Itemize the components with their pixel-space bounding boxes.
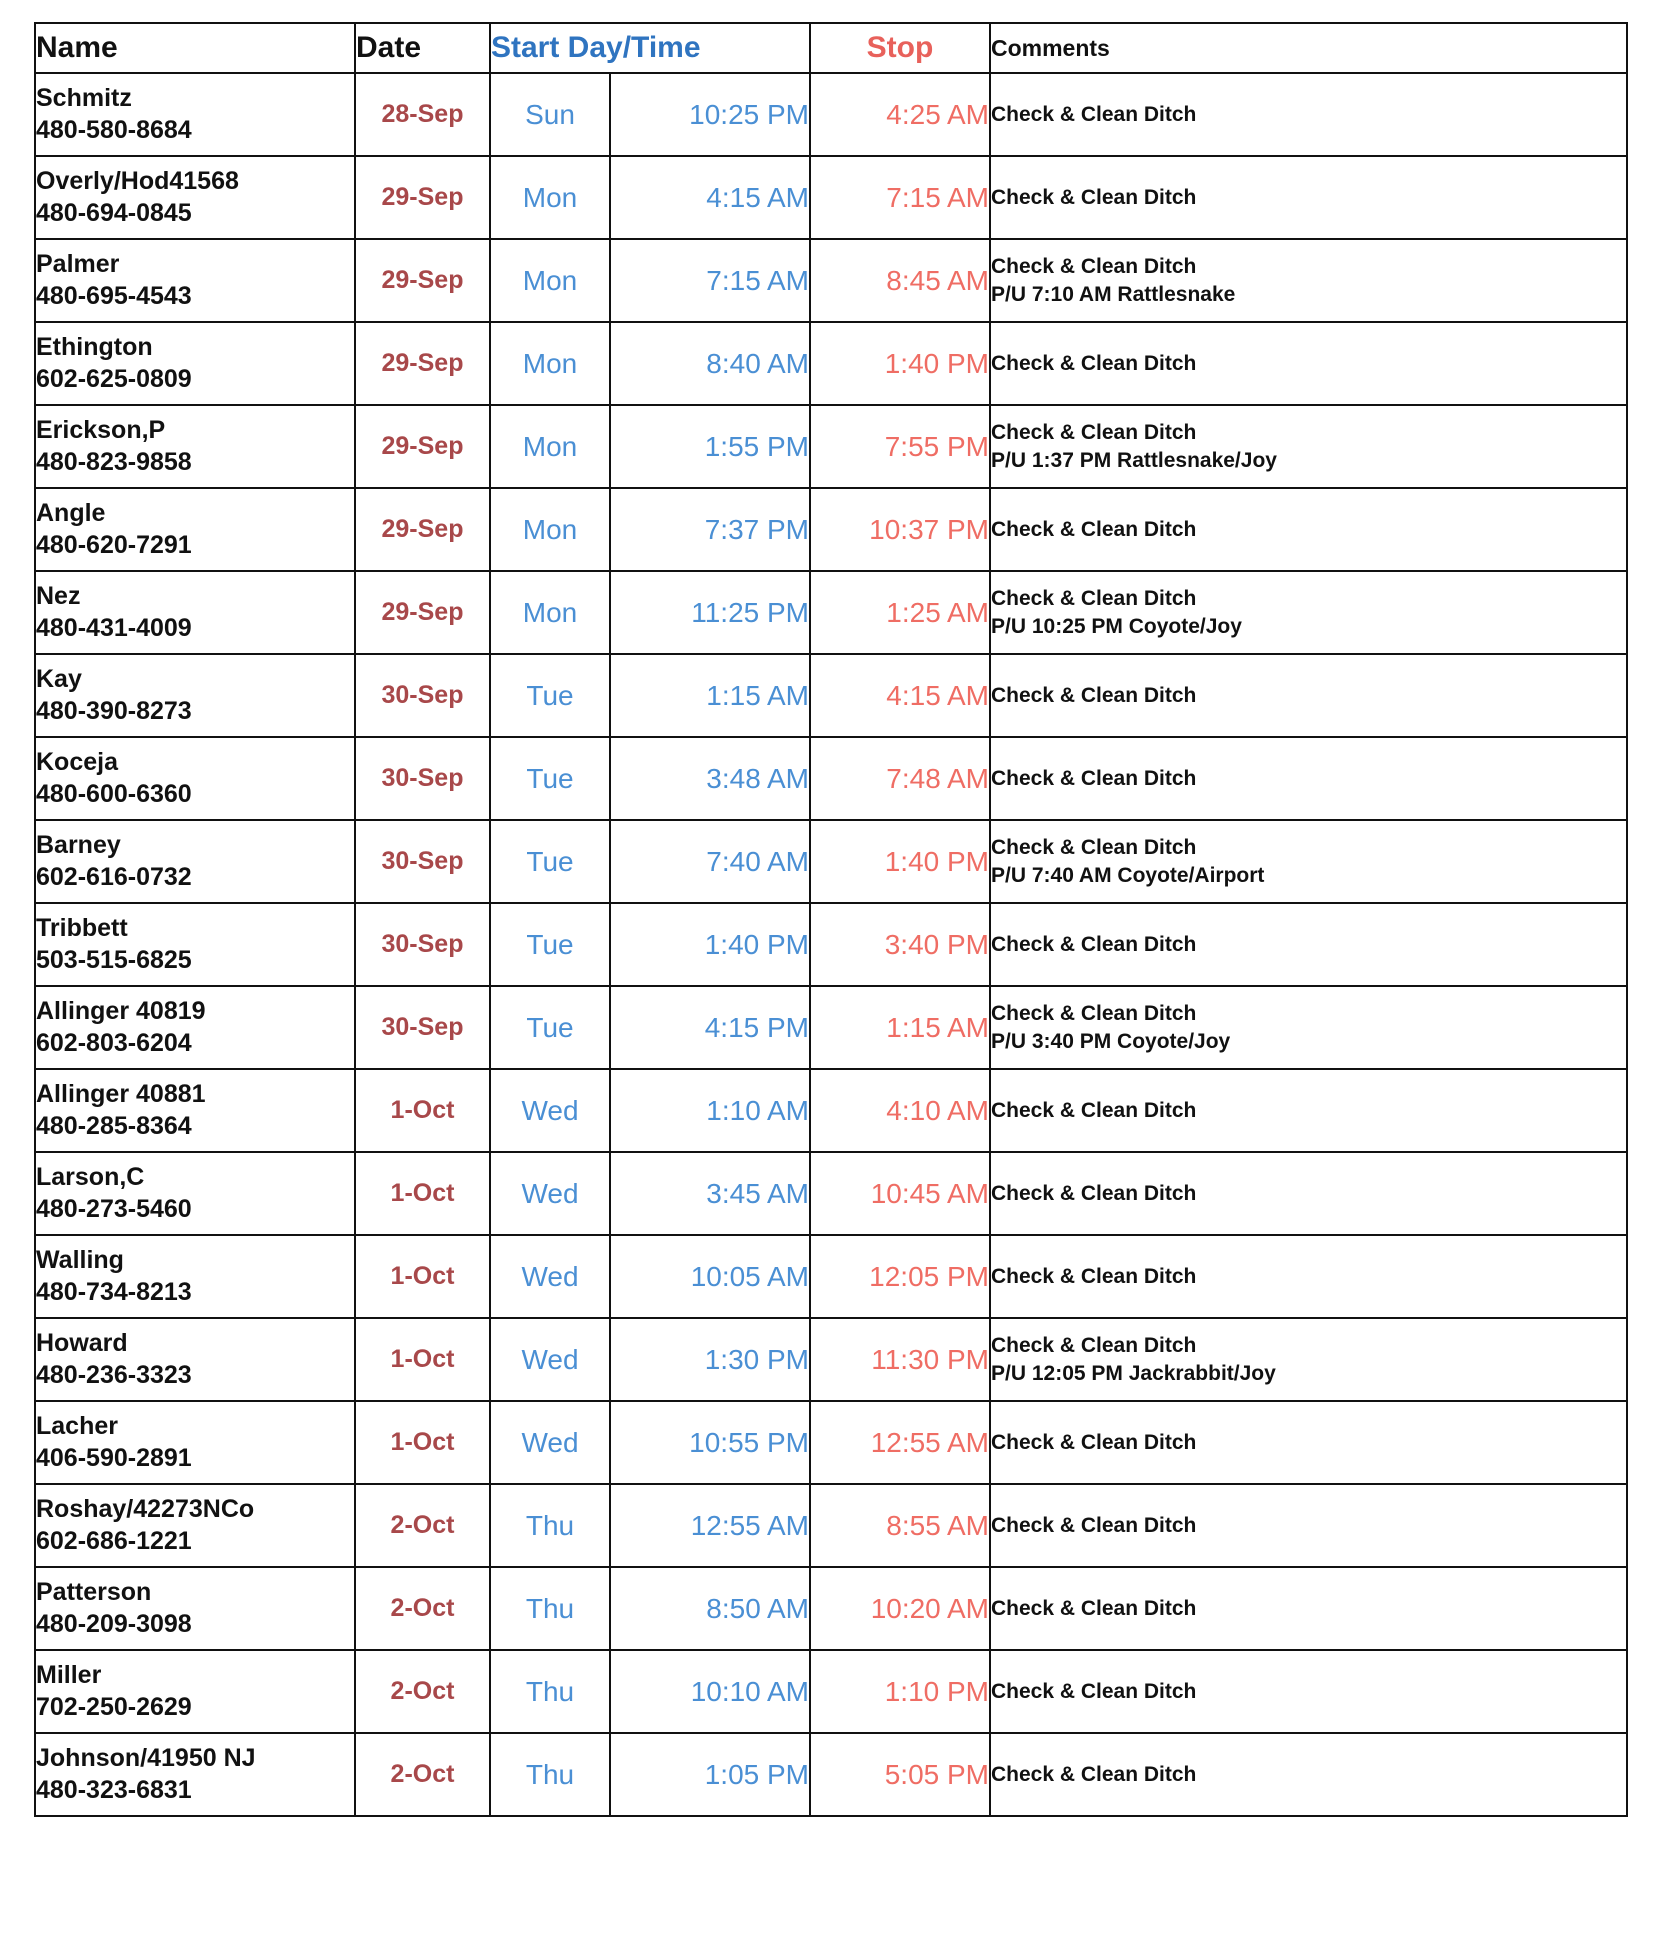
cell-day: Mon bbox=[490, 405, 610, 488]
customer-phone: 480-694-0845 bbox=[36, 198, 192, 227]
cell-date: 29-Sep bbox=[355, 239, 490, 322]
cell-comments bbox=[990, 571, 1627, 654]
comment-primary: Check & Clean Ditch bbox=[991, 836, 1197, 860]
customer-name: Tribbett bbox=[36, 914, 128, 942]
header-row bbox=[35, 23, 1627, 73]
table-row bbox=[35, 488, 1627, 571]
cell-day: Tue bbox=[490, 820, 610, 903]
cell-stop-time: 1:25 AM bbox=[810, 571, 990, 654]
customer-name: Barney bbox=[36, 831, 121, 859]
cell-stop-time: 12:05 PM bbox=[810, 1235, 990, 1318]
cell-comments bbox=[990, 1318, 1627, 1401]
cell-stop-time: 4:15 AM bbox=[810, 654, 990, 737]
customer-phone: 480-695-4543 bbox=[36, 281, 192, 310]
cell-stop-time: 1:40 PM bbox=[810, 322, 990, 405]
customer-phone: 602-616-0732 bbox=[36, 862, 192, 891]
cell-start-time: 8:50 AM bbox=[610, 1567, 810, 1650]
column-header-name: Name bbox=[35, 23, 355, 73]
cell-start-time: 12:55 AM bbox=[610, 1484, 810, 1567]
table-row bbox=[35, 1401, 1627, 1484]
customer-name: Allinger 40819 bbox=[36, 997, 206, 1025]
cell-day: Mon bbox=[490, 322, 610, 405]
cell-comments bbox=[990, 488, 1627, 571]
cell-stop-time: 3:40 PM bbox=[810, 903, 990, 986]
cell-comments bbox=[990, 1235, 1627, 1318]
customer-phone: 480-390-8273 bbox=[36, 696, 192, 725]
cell-start-time: 7:40 AM bbox=[610, 820, 810, 903]
comment-primary: Check & Clean Ditch bbox=[991, 587, 1197, 611]
cell-date: 2-Oct bbox=[355, 1650, 490, 1733]
customer-phone: 480-823-9858 bbox=[36, 447, 192, 476]
comment-primary: Check & Clean Ditch bbox=[991, 1334, 1197, 1358]
cell-comments bbox=[990, 322, 1627, 405]
cell-start-time: 1:30 PM bbox=[610, 1318, 810, 1401]
customer-name: Lacher bbox=[36, 1412, 118, 1440]
cell-day: Tue bbox=[490, 737, 610, 820]
cell-start-time: 1:40 PM bbox=[610, 903, 810, 986]
cell-stop-time: 7:55 PM bbox=[810, 405, 990, 488]
cell-stop-time: 4:10 AM bbox=[810, 1069, 990, 1152]
table-row bbox=[35, 1484, 1627, 1567]
table-body bbox=[35, 73, 1627, 1816]
cell-day: Tue bbox=[490, 903, 610, 986]
cell-date: 29-Sep bbox=[355, 405, 490, 488]
column-header-date: Date bbox=[355, 23, 490, 73]
customer-name: Miller bbox=[36, 1661, 102, 1689]
cell-day: Wed bbox=[490, 1318, 610, 1401]
cell-stop-time: 8:55 AM bbox=[810, 1484, 990, 1567]
cell-name bbox=[35, 1069, 355, 1152]
cell-start-time: 1:15 AM bbox=[610, 654, 810, 737]
cell-date: 1-Oct bbox=[355, 1152, 490, 1235]
customer-phone: 702-250-2629 bbox=[36, 1692, 192, 1721]
cell-date: 30-Sep bbox=[355, 737, 490, 820]
customer-phone: 602-686-1221 bbox=[36, 1526, 192, 1555]
table-row bbox=[35, 156, 1627, 239]
table-header bbox=[35, 23, 1627, 73]
customer-name: Ethington bbox=[36, 333, 153, 361]
comment-primary: Check & Clean Ditch bbox=[991, 421, 1197, 445]
cell-comments bbox=[990, 986, 1627, 1069]
cell-start-time: 10:05 AM bbox=[610, 1235, 810, 1318]
cell-stop-time: 5:05 PM bbox=[810, 1733, 990, 1816]
cell-name bbox=[35, 156, 355, 239]
cell-start-time: 3:48 AM bbox=[610, 737, 810, 820]
cell-day: Mon bbox=[490, 571, 610, 654]
cell-stop-time: 10:45 AM bbox=[810, 1152, 990, 1235]
cell-comments bbox=[990, 405, 1627, 488]
cell-comments bbox=[990, 1069, 1627, 1152]
cell-name bbox=[35, 820, 355, 903]
cell-name bbox=[35, 654, 355, 737]
cell-start-time: 8:40 AM bbox=[610, 322, 810, 405]
cell-name bbox=[35, 1318, 355, 1401]
cell-stop-time: 1:10 PM bbox=[810, 1650, 990, 1733]
cell-name bbox=[35, 1650, 355, 1733]
cell-date: 28-Sep bbox=[355, 73, 490, 156]
comment-primary: Check & Clean Ditch bbox=[991, 185, 1197, 209]
table-row bbox=[35, 1733, 1627, 1816]
comment-primary: Check & Clean Ditch bbox=[991, 683, 1197, 707]
comment-primary: Check & Clean Ditch bbox=[991, 1430, 1197, 1454]
cell-stop-time: 4:25 AM bbox=[810, 73, 990, 156]
cell-name bbox=[35, 1484, 355, 1567]
cell-day: Wed bbox=[490, 1401, 610, 1484]
comment-primary: Check & Clean Ditch bbox=[991, 1264, 1197, 1288]
table-row bbox=[35, 1650, 1627, 1733]
cell-stop-time: 7:15 AM bbox=[810, 156, 990, 239]
customer-name: Allinger 40881 bbox=[36, 1080, 206, 1108]
cell-comments bbox=[990, 1567, 1627, 1650]
cell-comments bbox=[990, 1401, 1627, 1484]
customer-name: Erickson,P bbox=[36, 416, 166, 444]
comment-secondary: P/U 7:40 AM Coyote/Airport bbox=[991, 863, 1265, 887]
comment-primary: Check & Clean Ditch bbox=[991, 1002, 1197, 1026]
cell-start-time: 10:10 AM bbox=[610, 1650, 810, 1733]
comment-secondary: P/U 1:37 PM Rattlesnake/Joy bbox=[991, 448, 1277, 472]
cell-day: Mon bbox=[490, 239, 610, 322]
cell-comments bbox=[990, 737, 1627, 820]
table-row bbox=[35, 737, 1627, 820]
cell-date: 2-Oct bbox=[355, 1733, 490, 1816]
cell-date: 2-Oct bbox=[355, 1567, 490, 1650]
cell-comments bbox=[990, 820, 1627, 903]
customer-name: Palmer bbox=[36, 250, 120, 278]
cell-date: 29-Sep bbox=[355, 488, 490, 571]
customer-name: Angle bbox=[36, 499, 106, 527]
comment-primary: Check & Clean Ditch bbox=[991, 255, 1197, 279]
customer-name: Koceja bbox=[36, 748, 118, 776]
cell-day: Wed bbox=[490, 1152, 610, 1235]
cell-date: 1-Oct bbox=[355, 1069, 490, 1152]
customer-phone: 480-285-8364 bbox=[36, 1111, 192, 1140]
customer-name: Patterson bbox=[36, 1578, 152, 1606]
cell-start-time: 4:15 PM bbox=[610, 986, 810, 1069]
cell-day: Tue bbox=[490, 986, 610, 1069]
cell-stop-time: 7:48 AM bbox=[810, 737, 990, 820]
cell-day: Wed bbox=[490, 1235, 610, 1318]
cell-name bbox=[35, 1733, 355, 1816]
cell-name bbox=[35, 239, 355, 322]
customer-phone: 480-236-3323 bbox=[36, 1360, 192, 1389]
customer-phone: 602-803-6204 bbox=[36, 1028, 192, 1057]
cell-start-time: 7:15 AM bbox=[610, 239, 810, 322]
customer-name: Nez bbox=[36, 582, 81, 610]
comment-secondary: P/U 3:40 PM Coyote/Joy bbox=[991, 1029, 1231, 1053]
cell-date: 1-Oct bbox=[355, 1401, 490, 1484]
comment-secondary: P/U 12:05 PM Jackrabbit/Joy bbox=[991, 1361, 1276, 1385]
cell-name bbox=[35, 73, 355, 156]
cell-name bbox=[35, 1401, 355, 1484]
customer-phone: 602-625-0809 bbox=[36, 364, 192, 393]
column-header-start-day-time: Start Day/Time bbox=[490, 23, 810, 73]
cell-start-time: 3:45 AM bbox=[610, 1152, 810, 1235]
customer-phone: 480-273-5460 bbox=[36, 1194, 192, 1223]
cell-name bbox=[35, 1235, 355, 1318]
cell-stop-time: 11:30 PM bbox=[810, 1318, 990, 1401]
cell-name bbox=[35, 1152, 355, 1235]
cell-date: 30-Sep bbox=[355, 654, 490, 737]
cell-start-time: 4:15 AM bbox=[610, 156, 810, 239]
schedule-table bbox=[34, 22, 1628, 1817]
customer-name: Schmitz bbox=[36, 84, 132, 112]
comment-primary: Check & Clean Ditch bbox=[991, 1596, 1197, 1620]
table-row bbox=[35, 1318, 1627, 1401]
comment-primary: Check & Clean Ditch bbox=[991, 1098, 1197, 1122]
cell-name bbox=[35, 986, 355, 1069]
cell-day: Thu bbox=[490, 1484, 610, 1567]
cell-day: Thu bbox=[490, 1567, 610, 1650]
table-row bbox=[35, 571, 1627, 654]
cell-comments bbox=[990, 239, 1627, 322]
cell-start-time: 1:10 AM bbox=[610, 1069, 810, 1152]
cell-name bbox=[35, 322, 355, 405]
cell-day: Mon bbox=[490, 488, 610, 571]
cell-stop-time: 10:37 PM bbox=[810, 488, 990, 571]
customer-phone: 480-734-8213 bbox=[36, 1277, 192, 1306]
table-row bbox=[35, 1152, 1627, 1235]
table-row bbox=[35, 1235, 1627, 1318]
cell-name bbox=[35, 571, 355, 654]
table-row bbox=[35, 1069, 1627, 1152]
comment-primary: Check & Clean Ditch bbox=[991, 351, 1197, 375]
cell-day: Thu bbox=[490, 1650, 610, 1733]
customer-phone: 503-515-6825 bbox=[36, 945, 192, 974]
cell-start-time: 7:37 PM bbox=[610, 488, 810, 571]
customer-name: Overly/Hod41568 bbox=[36, 167, 239, 195]
cell-name bbox=[35, 1567, 355, 1650]
cell-start-time: 10:55 PM bbox=[610, 1401, 810, 1484]
customer-name: Walling bbox=[36, 1246, 124, 1274]
customer-phone: 480-431-4009 bbox=[36, 613, 192, 642]
cell-start-time: 11:25 PM bbox=[610, 571, 810, 654]
table-row bbox=[35, 405, 1627, 488]
cell-stop-time: 10:20 AM bbox=[810, 1567, 990, 1650]
customer-name: Howard bbox=[36, 1329, 128, 1357]
customer-phone: 480-580-8684 bbox=[36, 115, 192, 144]
comment-primary: Check & Clean Ditch bbox=[991, 1762, 1197, 1786]
cell-name bbox=[35, 488, 355, 571]
customer-name: Roshay/42273NCo bbox=[36, 1495, 255, 1523]
cell-date: 1-Oct bbox=[355, 1318, 490, 1401]
customer-phone: 480-323-6831 bbox=[36, 1775, 192, 1804]
comment-primary: Check & Clean Ditch bbox=[991, 102, 1197, 126]
cell-stop-time: 1:15 AM bbox=[810, 986, 990, 1069]
customer-phone: 480-600-6360 bbox=[36, 779, 192, 808]
cell-date: 29-Sep bbox=[355, 571, 490, 654]
cell-date: 29-Sep bbox=[355, 322, 490, 405]
cell-stop-time: 8:45 AM bbox=[810, 239, 990, 322]
cell-comments bbox=[990, 1484, 1627, 1567]
table-row bbox=[35, 1567, 1627, 1650]
table-row bbox=[35, 820, 1627, 903]
table-row bbox=[35, 986, 1627, 1069]
customer-phone: 406-590-2891 bbox=[36, 1443, 192, 1472]
column-header-stop: Stop bbox=[810, 23, 990, 73]
table-row bbox=[35, 239, 1627, 322]
comment-primary: Check & Clean Ditch bbox=[991, 1181, 1197, 1205]
cell-comments bbox=[990, 1650, 1627, 1733]
cell-start-time: 1:55 PM bbox=[610, 405, 810, 488]
cell-date: 30-Sep bbox=[355, 820, 490, 903]
cell-start-time: 1:05 PM bbox=[610, 1733, 810, 1816]
cell-date: 29-Sep bbox=[355, 156, 490, 239]
comment-primary: Check & Clean Ditch bbox=[991, 932, 1197, 956]
comment-primary: Check & Clean Ditch bbox=[991, 1679, 1197, 1703]
comment-secondary: P/U 7:10 AM Rattlesnake bbox=[991, 282, 1236, 306]
cell-comments bbox=[990, 73, 1627, 156]
cell-day: Mon bbox=[490, 156, 610, 239]
column-header-comments: Comments bbox=[990, 23, 1627, 73]
customer-name: Johnson/41950 NJ bbox=[36, 1744, 256, 1772]
cell-date: 30-Sep bbox=[355, 903, 490, 986]
cell-stop-time: 1:40 PM bbox=[810, 820, 990, 903]
cell-name bbox=[35, 405, 355, 488]
cell-date: 1-Oct bbox=[355, 1235, 490, 1318]
table-row bbox=[35, 73, 1627, 156]
comment-secondary: P/U 10:25 PM Coyote/Joy bbox=[991, 614, 1242, 638]
cell-day: Tue bbox=[490, 654, 610, 737]
customer-phone: 480-209-3098 bbox=[36, 1609, 192, 1638]
cell-comments bbox=[990, 654, 1627, 737]
cell-start-time: 10:25 PM bbox=[610, 73, 810, 156]
cell-stop-time: 12:55 AM bbox=[810, 1401, 990, 1484]
cell-day: Sun bbox=[490, 73, 610, 156]
customer-name: Kay bbox=[36, 665, 82, 693]
cell-day: Wed bbox=[490, 1069, 610, 1152]
cell-comments bbox=[990, 156, 1627, 239]
comment-primary: Check & Clean Ditch bbox=[991, 766, 1197, 790]
comment-primary: Check & Clean Ditch bbox=[991, 517, 1197, 541]
table-row bbox=[35, 903, 1627, 986]
cell-comments bbox=[990, 1733, 1627, 1816]
table-row bbox=[35, 322, 1627, 405]
cell-date: 2-Oct bbox=[355, 1484, 490, 1567]
cell-day: Thu bbox=[490, 1733, 610, 1816]
customer-phone: 480-620-7291 bbox=[36, 530, 192, 559]
cell-name bbox=[35, 903, 355, 986]
cell-name bbox=[35, 737, 355, 820]
table-row bbox=[35, 654, 1627, 737]
cell-comments bbox=[990, 903, 1627, 986]
cell-date: 30-Sep bbox=[355, 986, 490, 1069]
cell-comments bbox=[990, 1152, 1627, 1235]
comment-primary: Check & Clean Ditch bbox=[991, 1513, 1197, 1537]
customer-name: Larson,C bbox=[36, 1163, 145, 1191]
